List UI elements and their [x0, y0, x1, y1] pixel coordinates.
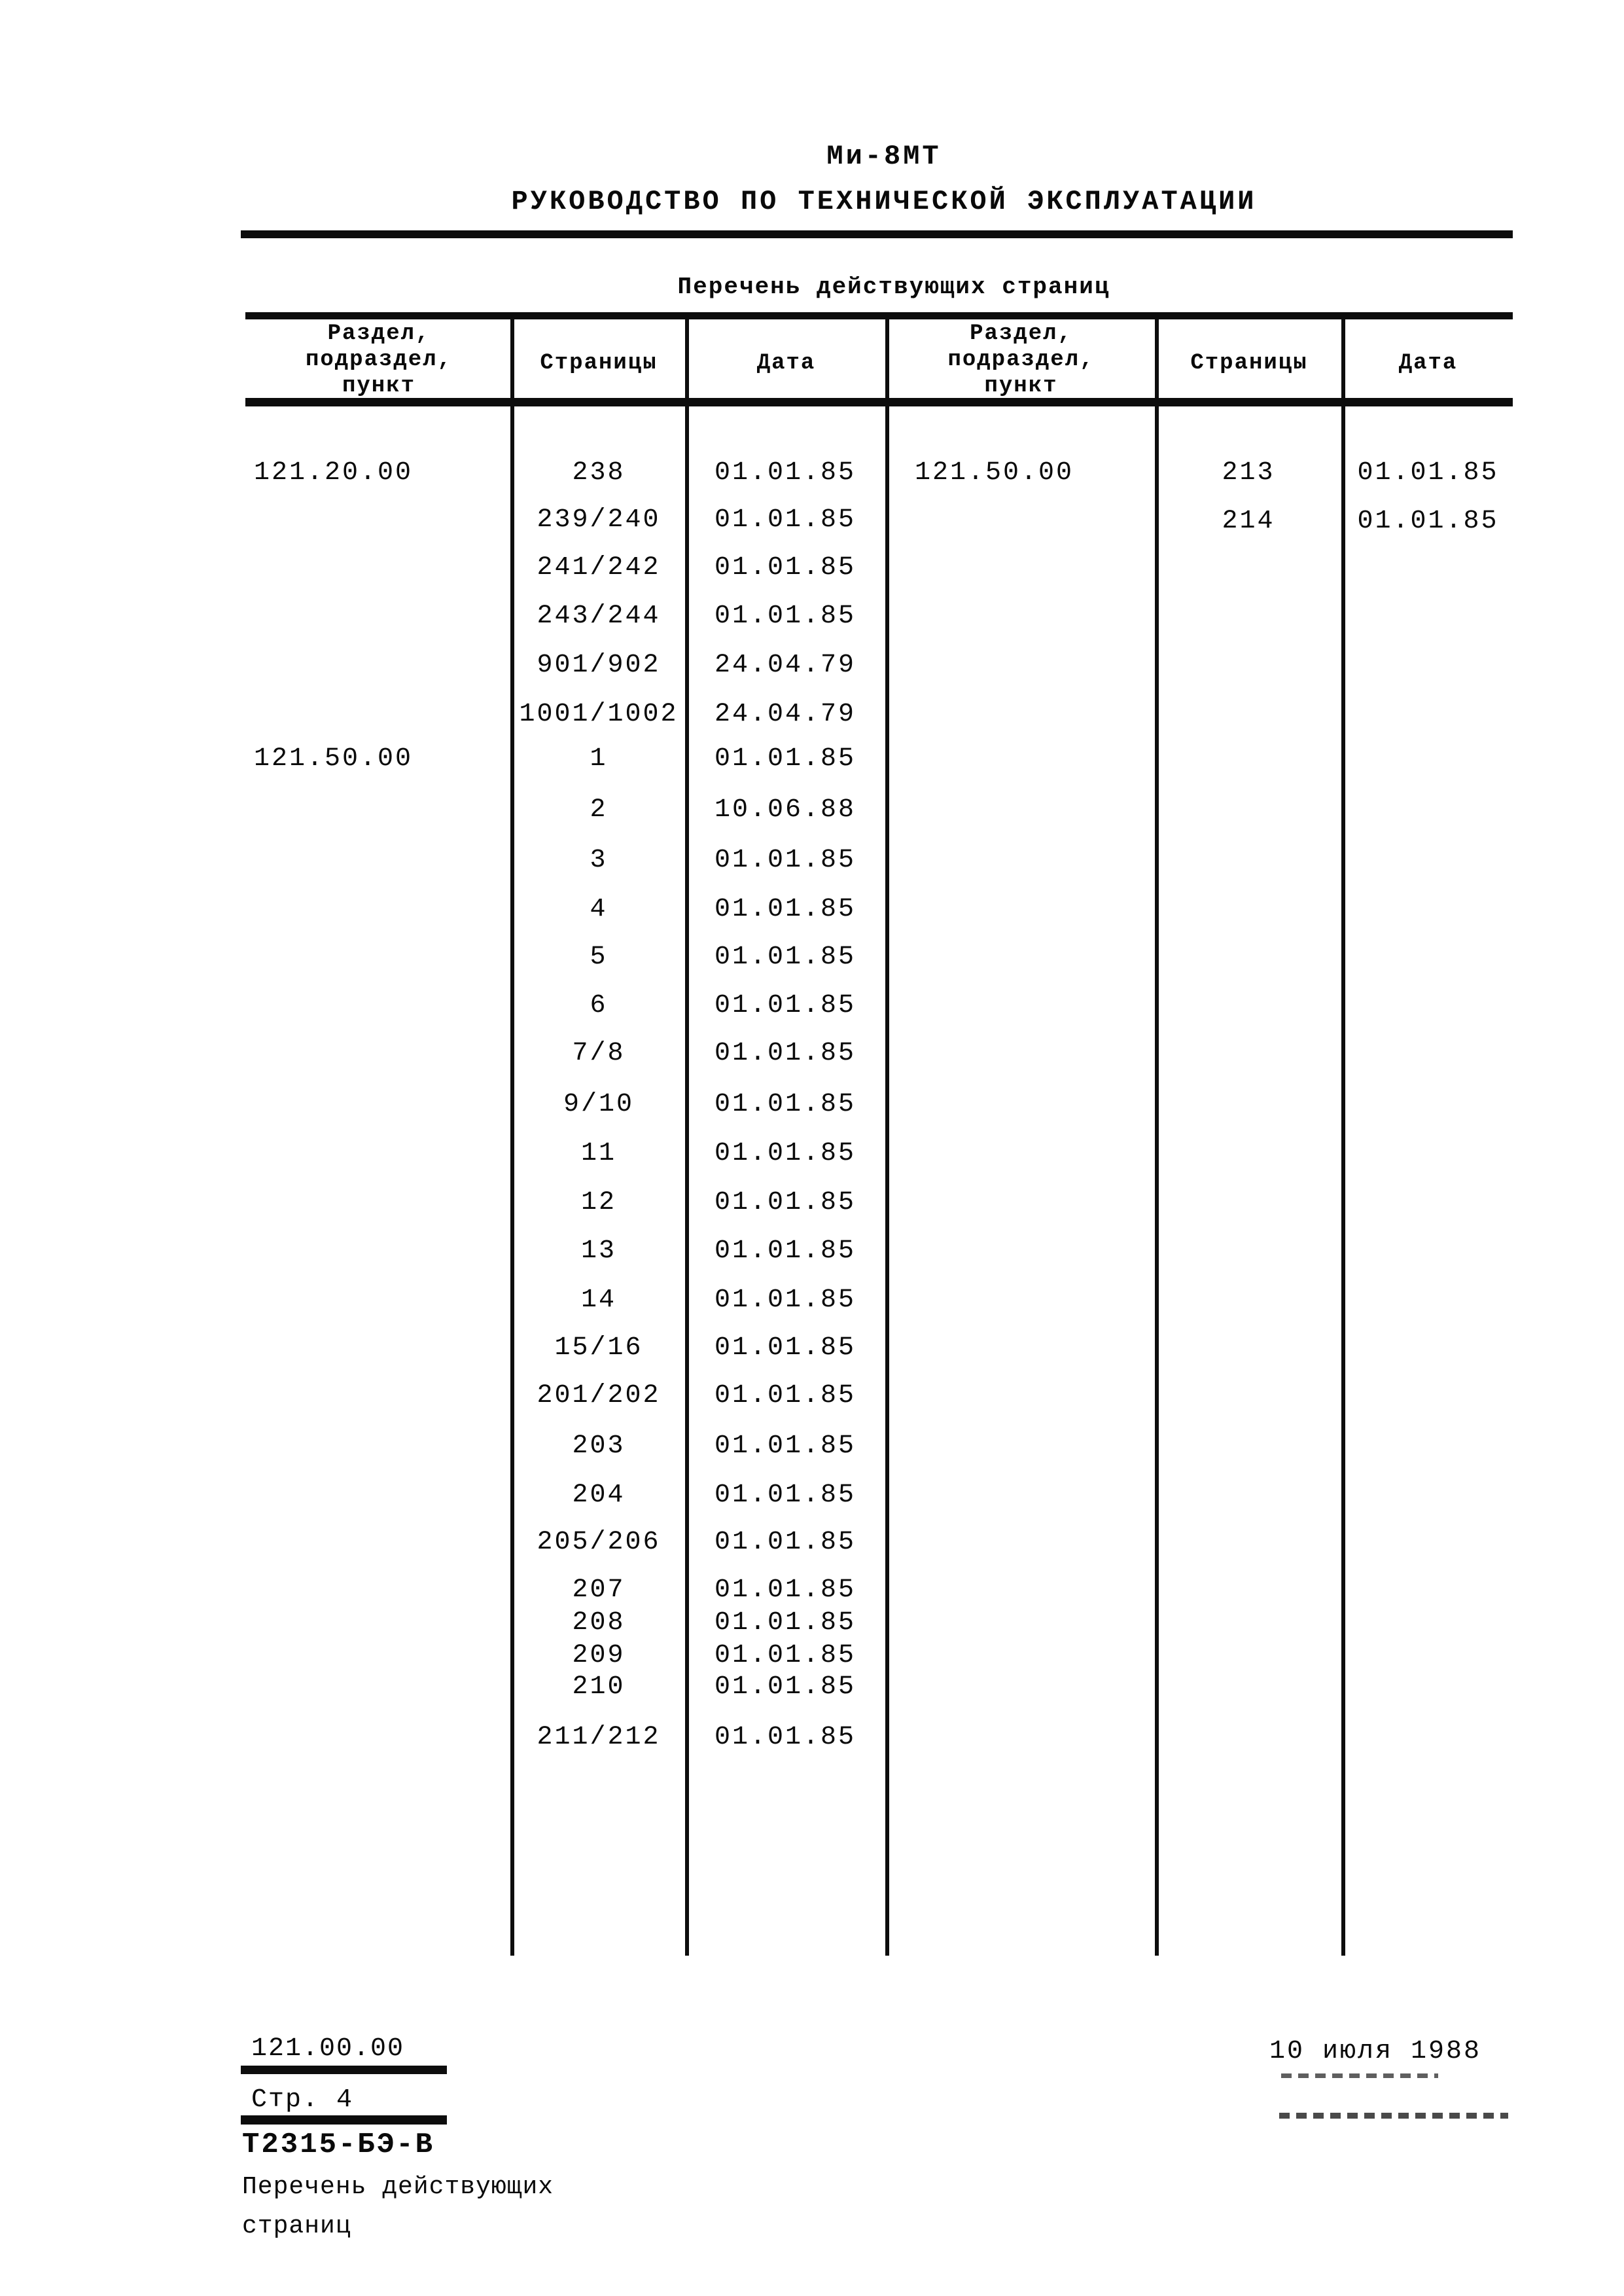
row-pages: 1001/1002 [519, 700, 679, 729]
row-date: 01.01.85 [714, 1480, 856, 1510]
row-date: 01.01.85 [714, 1236, 856, 1266]
row-pages: 7/8 [572, 1039, 626, 1068]
row-date: 01.01.85 [714, 1641, 856, 1670]
row-pages: 5 [590, 942, 608, 972]
row-pages: 11 [580, 1139, 616, 1168]
footer-date: 10 июля 1988 [1269, 2037, 1482, 2066]
row-pages: 211/212 [537, 1723, 661, 1752]
table-title [0, 274, 1624, 300]
row-date: 01.01.85 [714, 553, 856, 583]
row-pages: 204 [572, 1480, 626, 1510]
doc-title-text: РУКОВОДСТВО ПО ТЕХНИЧЕСКОЙ ЭКСПЛУАТАЦИИ [511, 186, 1257, 217]
row-pages: 4 [590, 895, 608, 924]
row-date: 01.01.85 [714, 1608, 856, 1638]
footer-caption-line2: страниц [242, 2212, 351, 2240]
row-date: 01.01.85 [714, 1139, 856, 1168]
row-pages: 6 [590, 991, 608, 1020]
doc-model [0, 141, 1624, 172]
row-date: 01.01.85 [714, 601, 856, 631]
row-pages: 239/240 [537, 505, 661, 535]
row-date: 01.01.85 [714, 1381, 856, 1410]
row-date: 01.01.85 [714, 505, 856, 535]
row-date: 01.01.85 [714, 942, 856, 972]
row-pages: 214 [1222, 507, 1275, 536]
row-date: 01.01.85 [714, 458, 856, 488]
header-date-right: Дата [1398, 351, 1458, 376]
doc-model-text: Ми-8МТ [826, 141, 942, 172]
footer-page-number: Стр. 4 [251, 2085, 354, 2115]
row-date: 01.01.85 [714, 1672, 856, 1702]
row-pages: 1 [590, 744, 608, 774]
row-date: 01.01.85 [714, 895, 856, 924]
row-pages: 243/244 [537, 601, 661, 631]
row-pages: 9/10 [563, 1090, 634, 1119]
row-pages: 12 [580, 1188, 616, 1217]
row-pages: 901/902 [537, 651, 661, 680]
row-pages: 207 [572, 1575, 626, 1605]
row-section: 121.50.00 [254, 744, 414, 774]
row-date: 01.01.85 [714, 991, 856, 1020]
table-middle-separator [885, 312, 889, 1956]
row-date: 01.01.85 [714, 744, 856, 774]
column-separator [1341, 312, 1345, 1956]
row-pages: 14 [580, 1285, 616, 1315]
row-date: 01.01.85 [714, 1188, 856, 1217]
row-pages: 201/202 [537, 1381, 661, 1410]
row-pages: 3 [590, 846, 608, 875]
row-date: 10.06.88 [714, 795, 856, 825]
row-pages: 205/206 [537, 1528, 661, 1557]
row-section: 121.20.00 [254, 458, 414, 488]
row-date: 01.01.85 [714, 1575, 856, 1605]
header-date-left: Дата [756, 351, 816, 376]
row-date: 01.01.85 [714, 1431, 856, 1461]
row-date: 01.01.85 [714, 1090, 856, 1119]
header-section-left: Раздел, подраздел, пункт [305, 321, 453, 399]
row-date: 01.01.85 [714, 1333, 856, 1363]
row-pages: 241/242 [537, 553, 661, 583]
row-pages: 208 [572, 1608, 626, 1638]
row-date: 24.04.79 [714, 700, 856, 729]
row-date: 24.04.79 [714, 651, 856, 680]
row-date: 01.01.85 [714, 1723, 856, 1752]
row-date: 01.01.85 [714, 1528, 856, 1557]
row-date: 01.01.85 [714, 1039, 856, 1068]
row-section: 121.50.00 [915, 458, 1074, 488]
row-pages: 203 [572, 1431, 626, 1461]
footer-smudge-line [1279, 2113, 1508, 2119]
footer-rule-1 [241, 2066, 447, 2074]
column-separator [1155, 312, 1159, 1956]
title-rule [241, 230, 1513, 238]
table-top-rule [245, 312, 1513, 319]
row-date: 01.01.85 [1357, 507, 1499, 536]
footer-doc-number: 121.00.00 [251, 2034, 405, 2064]
row-pages: 209 [572, 1641, 626, 1670]
header-pages-right: Страницы [1190, 351, 1308, 376]
table-title-text: Перечень действующих страниц [677, 274, 1110, 300]
row-pages: 2 [590, 795, 608, 825]
footer-doc-code: Т2315-БЭ-В [242, 2128, 435, 2161]
row-date: 01.01.85 [714, 846, 856, 875]
row-date: 01.01.85 [714, 1285, 856, 1315]
footer-date-underline [1281, 2073, 1438, 2078]
row-date: 01.01.85 [1357, 458, 1499, 488]
row-pages: 210 [572, 1672, 626, 1702]
doc-title [0, 186, 1624, 217]
row-pages: 15/16 [554, 1333, 643, 1363]
footer-rule-2 [241, 2115, 447, 2125]
row-pages: 213 [1222, 458, 1275, 488]
row-pages: 238 [572, 458, 626, 488]
footer-caption-line1: Перечень действующих [242, 2173, 554, 2201]
row-pages: 13 [580, 1236, 616, 1266]
header-section-right: Раздел, подраздел, пункт [947, 321, 1095, 399]
header-pages-left: Страницы [540, 351, 658, 376]
